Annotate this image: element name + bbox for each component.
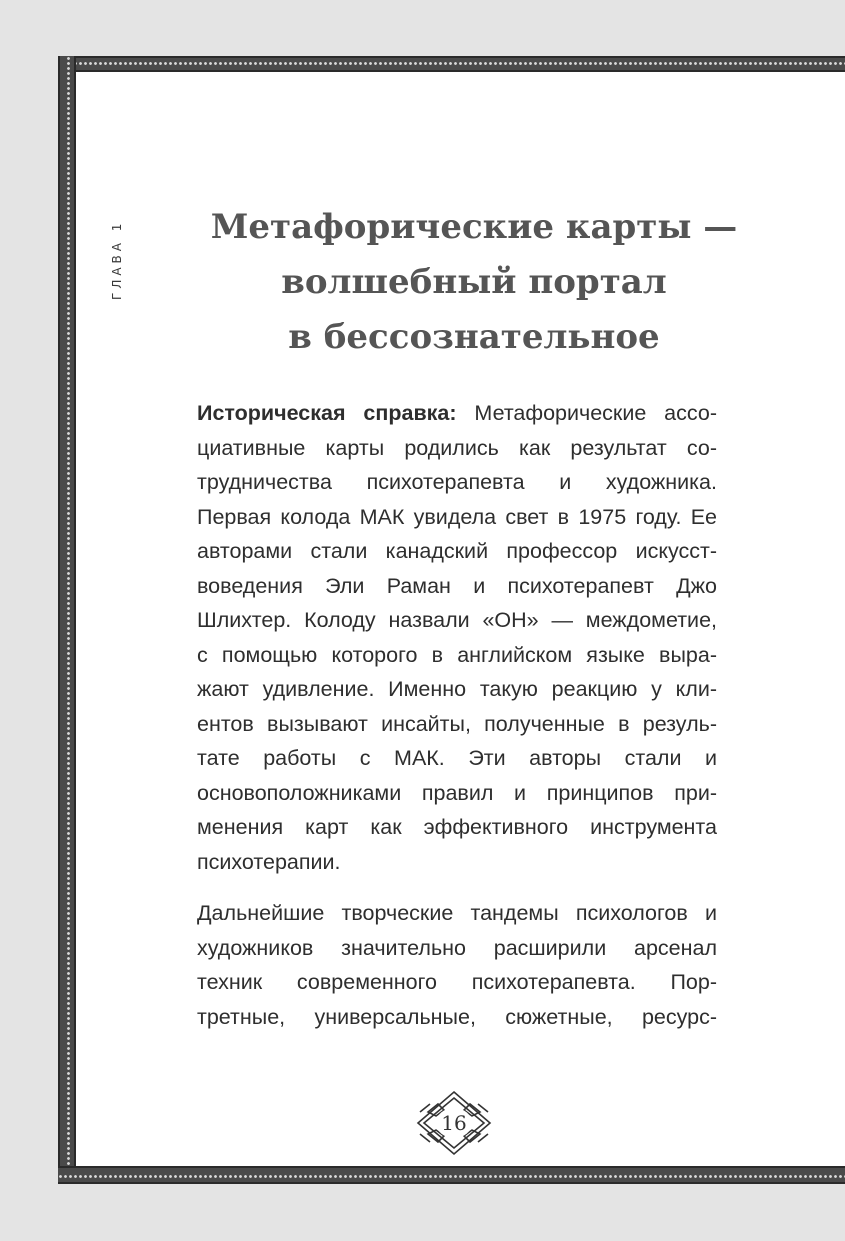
ornamental-border-top: [58, 56, 845, 72]
paragraph-line: тате работы с МАК. Эти авторы стали и: [197, 746, 717, 770]
paragraph-line: Дальнейшие творческие тандемы психологов и: [197, 901, 717, 925]
chapter-title: [178, 200, 770, 365]
paragraph-line: Первая колода МАК увидела свет в 1975 году. Ее: [197, 504, 717, 529]
chapter-label: ГЛАВА 1: [110, 219, 124, 300]
chapter-title-line: волшебный портал: [281, 262, 667, 302]
page-number-ornament: [414, 1090, 494, 1156]
paragraph-line: ентов вызывают инсайты, полученные в резуль-: [197, 711, 717, 736]
paragraph-line: основоположниками правил и принципов при-: [197, 780, 717, 805]
paragraph-line: авторами стали канадский профессор искусст-: [197, 539, 717, 563]
paragraph-line: менения карт как эффективного инструмента: [197, 815, 717, 839]
paragraph-historical-note: [197, 396, 717, 879]
chapter-title-line: Метафорические карты —: [210, 207, 738, 247]
paragraph-line-text: Метафорические ассо-: [456, 401, 717, 425]
paragraph-line: техник современного психотерапевта. Пор-: [197, 970, 717, 994]
paragraph-line: трудничества психотерапевта и художника.: [197, 470, 717, 494]
paragraph-line: [197, 396, 717, 431]
paragraph-line: психотерапии.: [197, 849, 341, 874]
paragraph-line: циативные карты родились как результат со-: [197, 435, 717, 460]
paragraph-tandems: [197, 896, 717, 1034]
historical-note-lead: Историческая справка:: [197, 401, 457, 425]
page-number: 16: [441, 1111, 467, 1135]
paragraph-line: третные, универсальные, сюжетные, ресурс-: [197, 1004, 717, 1029]
paragraph-line: Шлихтер. Колоду назвали «ОН» — междометие,: [197, 608, 717, 632]
ornamental-border-left: [58, 56, 76, 1184]
paragraph-line: с помощью которого в английском языке выра-: [197, 642, 717, 667]
ornamental-border-bottom: [58, 1166, 845, 1184]
paragraph-line: воведения Эли Раман и психотерапевт Джо: [197, 573, 717, 598]
book-page: [58, 56, 845, 1184]
chapter-title-line: в бессознательное: [288, 317, 660, 357]
paragraph-line: художников значительно расширили арсенал: [197, 935, 717, 960]
paragraph-line: жают удивление. Именно такую реакцию у кли-: [197, 677, 717, 701]
